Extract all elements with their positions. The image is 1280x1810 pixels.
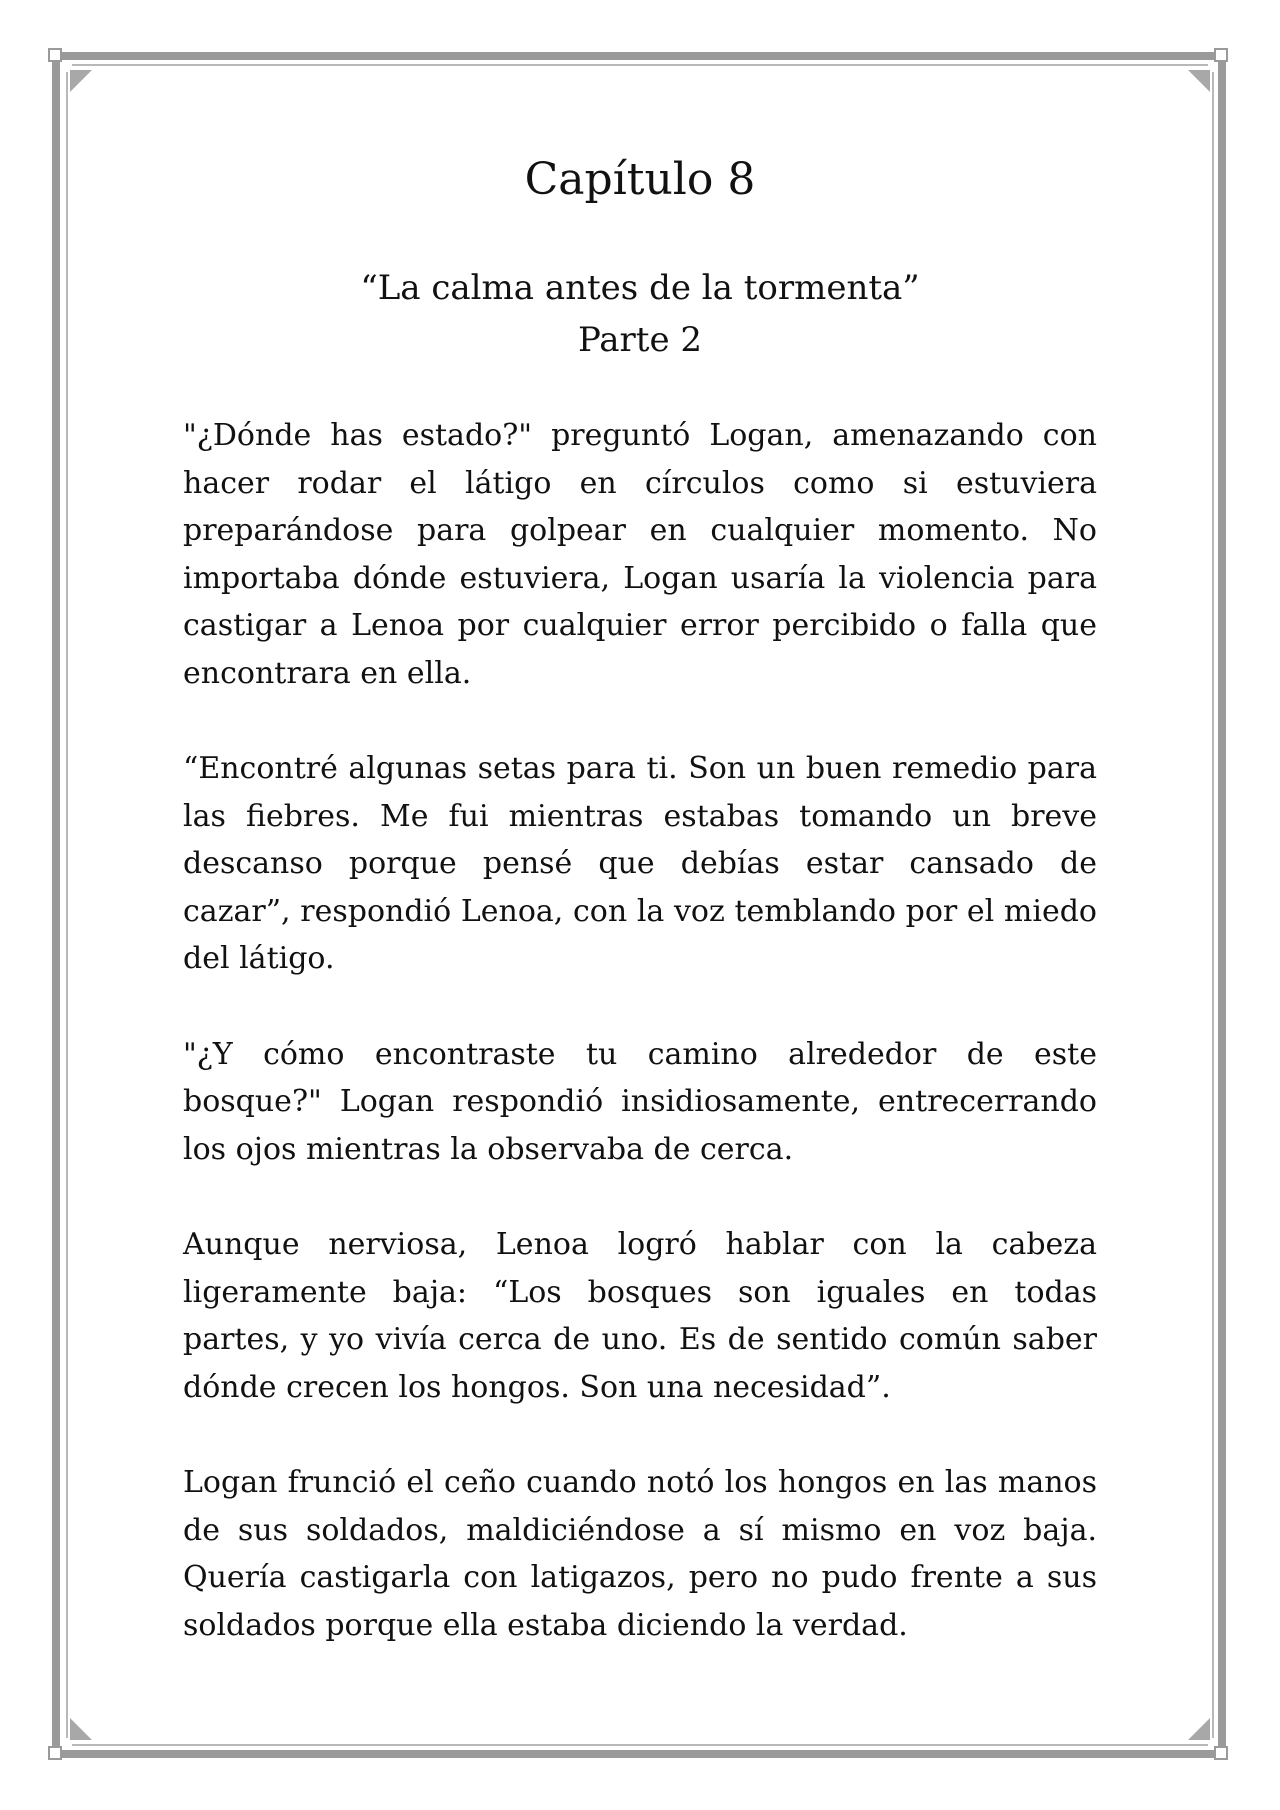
frame-corner-top-left-icon [48,48,62,62]
frame-bottom-inner-line [72,1744,1208,1746]
paragraph-2: “Encontré algunas setas para ti. Son un buen remedio para las fiebres. Me fui mientras estabas tomando un breve descanso porque pensé que debías estar cansado de cazar”, respondió Lenoa, con la voz temblando por el miedo del látigo. [183,751,1097,976]
frame-corner-top-right-icon [1214,48,1228,62]
frame-bottom-border [58,1750,1222,1758]
frame-corner-bottom-left-icon [48,1746,62,1760]
frame-top-inner-line [72,64,1208,66]
subtitle-line-2: Parte 2 [577,320,703,360]
paragraph-3: "¿Y cómo encontraste tu camino alrededor de este bosque?" Logan respondió insidiosamente, entrecerrando los ojos mientras la observaba de cerca. [183,1036,1097,1167]
chapter-title: Capítulo 8 [524,154,756,205]
chapter-subtitle [0,262,1280,366]
subtitle-line-1: “La calma antes de la tormenta” [360,268,920,308]
paragraph-4: Aunque nerviosa, Lenoa logró hablar con la cabeza ligeramente baja: “Los bosques son iguales en todas partes, y yo vivía cerca de uno. Es de sentido común saber dónde crecen los hongos. Son una necesidad”. [183,1227,1097,1405]
frame-top-border [58,52,1222,60]
paragraph-1: "¿Dónde has estado?" preguntó Logan, amenazando con hacer rodar el látigo en círculos como si estuviera preparándose para golpear en cualquier momento. No importaba dónde estuviera, Logan usaría la violencia para castigar a Lenoa por cualquier error percibido o falla que encontrara en ella. [183,418,1097,691]
corner-triangle-top-left-icon [70,70,92,92]
corner-triangle-top-right-icon [1188,70,1210,92]
frame-corner-bottom-right-icon [1214,1746,1228,1760]
corner-triangle-bottom-right-icon [1188,1718,1210,1740]
corner-triangle-bottom-left-icon [70,1718,92,1740]
chapter-body [183,412,1097,1697]
paragraph-5: Logan frunció el ceño cuando notó los hongos en las manos de sus soldados, maldiciéndose a sí mismo en voz baja. Quería castigarla con latigazos, pero no pudo frente a sus soldados porque ella estaba diciendo la verdad. [183,1465,1097,1643]
